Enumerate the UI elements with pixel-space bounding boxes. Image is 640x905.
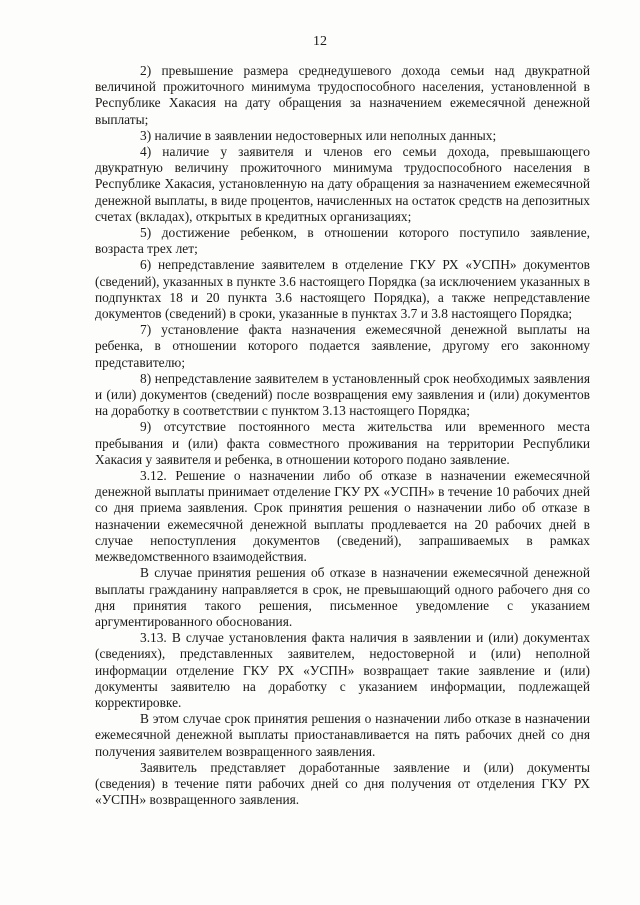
paragraph-3-13: 3.13. В случае установления факта наличия в заявлении и (или) документах (сведениях), представленных заявителем, недостоверной и (или) неполной информации отделение ГКУ РХ «УСПН» возвращает такие заявление и (или) документы заявителю на доработку с указанием информации, подлежащей корректировке. [95, 630, 590, 710]
document-body [95, 63, 590, 808]
paragraph-item-6: 6) непредставление заявителем в отделение ГКУ РХ «УСПН» документов (сведений), указанных в пункте 3.6 настоящего Порядка (за исключением указанных в подпунктах 18 и 20 пункта 3.6 настоящего Порядка), а также непредставление документов (сведений) в сроки, указанные в пунктах 3.7 и 3.8 настоящего Порядка; [95, 257, 590, 322]
paragraph-item-2: 2) превышение размера среднедушевого дохода семьи над двукратной величиной прожиточного минимума трудоспособного населения, установленной в Республике Хакасия на дату обращения за назначением ежемесячной денежной выплаты; [95, 63, 590, 127]
paragraph-resubmission: Заявитель представляет доработанные заявление и (или) документы (сведения) в течение пяти рабочих дней со дня получения от отделения ГКУ РХ «УСПН» возвращенного заявления. [95, 759, 590, 808]
paragraph-suspension: В этом случае срок принятия решения о назначении либо отказе в назначении ежемесячной денежной выплаты приостанавливается на пять рабочих дней со дня получения заявителем возвращенного заявления. [95, 711, 590, 759]
paragraph-item-3: 3) наличие в заявлении недостоверных или неполных данных; [140, 127, 497, 143]
paragraph-item-8: 8) непредставление заявителем в установленный срок необходимых заявления и (или) документов (сведений) после возвращения ему заявления и (или) документов на доработку в соответствии с пунктом 3.13 настоящего Порядка; [95, 370, 590, 419]
paragraph-3-12: 3.12. Решение о назначении либо об отказе в назначении ежемесячной денежной выплаты принимает отделение ГКУ РХ «УСПН» в течение 10 рабочих дней со дня приема заявления. Срок принятия решения о назначении либо об отказе в назначении ежемесячной денежной выплаты продлевается на 20 рабочих дней в случае непоступления документов (сведений), запрашиваемых в рамках межведомственного взаимодействия. [95, 468, 590, 565]
paragraph-item-4: 4) наличие у заявителя и членов его семьи дохода, превышающего двукратную величину прожиточного минимума трудоспособного населения в Республике Хакасия, установленную на дату обращения за назначением ежемесячной денежной выплаты, в виде процентов, начисленных на остаток средств на депозитных счетах (вкладах), открытых в кредитных организациях; [95, 144, 590, 224]
paragraph-item-7: 7) установление факта назначения ежемесячной денежной выплаты на ребенка, в отношении которого подается заявление, другому его законному представителю; [95, 322, 590, 370]
paragraph-refusal-notice: В случае принятия решения об отказе в назначении ежемесячной денежной выплаты гражданину направляется в срок, не превышающий одного рабочего дня со дня принятия такого решения, письменное уведомление с указанием аргументированного обоснования. [95, 565, 590, 629]
paragraph-item-5: 5) достижение ребенком, в отношении которого поступило заявление, возраста трех лет; [95, 225, 590, 257]
paragraph-item-9: 9) отсутствие постоянного места жительства или временного места пребывания и (или) факта совместного проживания на территории Республики Хакасия у заявителя и ребенка, в отношении которого подано заявление. [95, 419, 590, 467]
page-number: 12 [313, 34, 327, 49]
